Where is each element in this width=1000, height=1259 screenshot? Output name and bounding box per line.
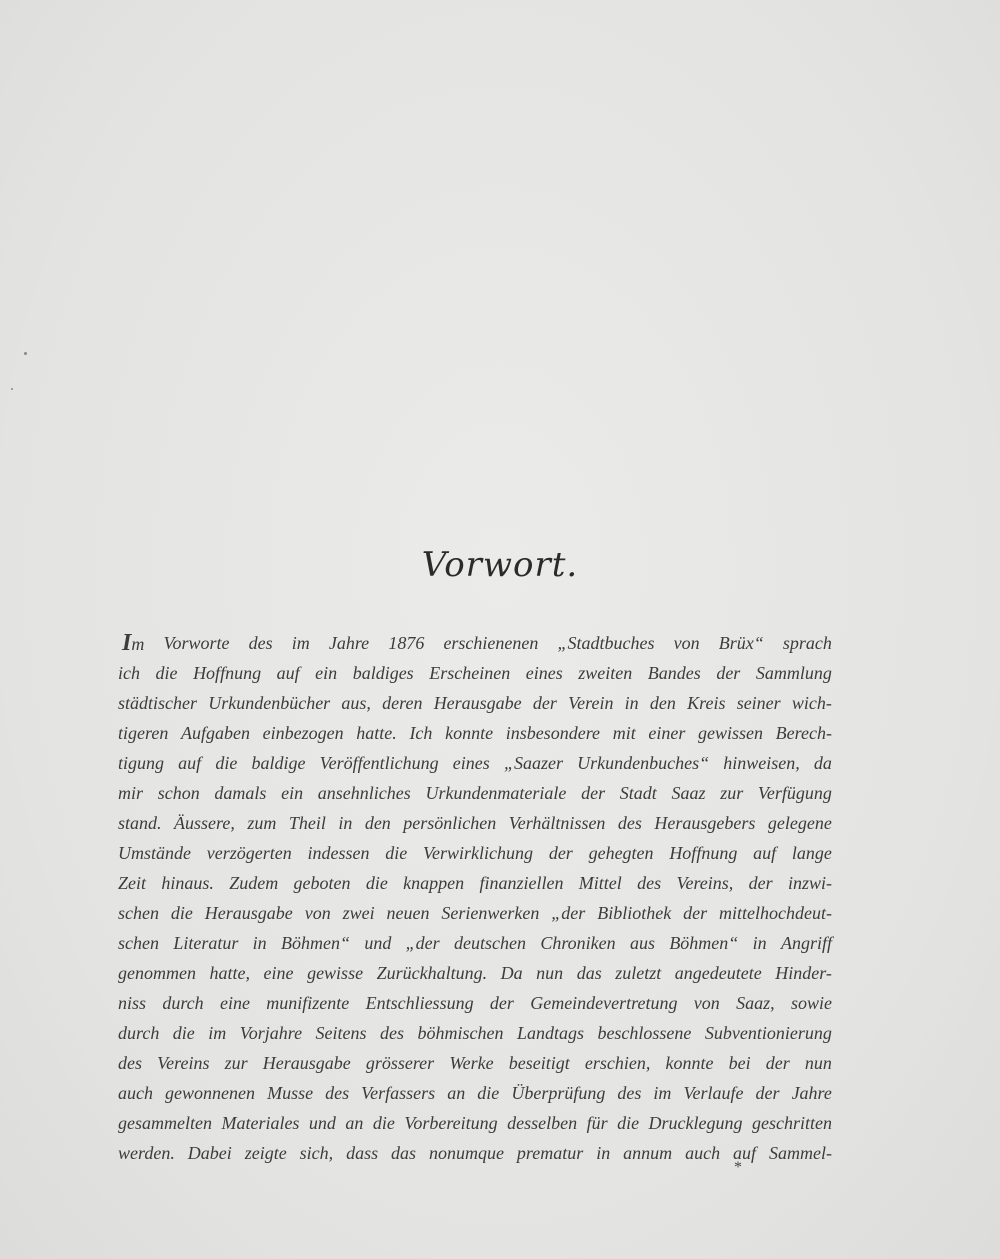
text-line: gesammelten Materiales und an die Vorbereitung desselben für die Drucklegung geschritten xyxy=(118,1113,832,1133)
text-line: Umstände verzögerten indessen die Verwirklichung der gehegten Hoffnung auf lange xyxy=(118,843,832,863)
text-line: stand. Äussere, zum Theil in den persönlichen Verhältnissen des Herausgebers gelegene xyxy=(118,813,832,833)
paper-speck xyxy=(24,352,27,355)
text-line: durch die im Vorjahre Seitens des böhmischen Landtags beschlossene Subventionierung xyxy=(118,1023,832,1043)
text-line: städtischer Urkundenbücher aus, deren Herausgabe der Verein in den Kreis seiner wich- xyxy=(118,693,832,713)
paper-speck xyxy=(11,388,13,390)
text-line: schen die Herausgabe von zwei neuen Serienwerken „der Bibliothek der mittelhochdeut- xyxy=(118,903,832,923)
text-line: tigeren Aufgaben einbezogen hatte. Ich konnte insbesondere mit einer gewissen Berech- xyxy=(118,723,832,743)
text-line: ich die Hoffnung auf ein baldiges Erscheinen eines zweiten Bandes der Sammlung xyxy=(118,663,832,683)
text-line: tigung auf die baldige Veröffentlichung eines „Saazer Urkundenbuches“ hinweisen, da xyxy=(118,753,832,773)
text-line: schen Literatur in Böhmen“ und „der deutschen Chroniken aus Böhmen“ in Angriff xyxy=(118,933,832,953)
text-line: Im Vorworte des im Jahre 1876 erschienenen „Stadtbuches von Brüx“ sprach xyxy=(122,630,832,656)
signature-mark: * xyxy=(734,1159,742,1176)
text-line: auch gewonnenen Musse des Verfassers an die Überprüfung des im Verlaufe der Jahre xyxy=(118,1083,832,1103)
text-line: niss durch eine munifizente Entschliessung der Gemeindevertretung von Saaz, sowie xyxy=(118,993,832,1013)
text-line: Zeit hinaus. Zudem geboten die knappen finanziellen Mittel des Vereins, der inzwi- xyxy=(118,873,832,893)
page-title: Vorwort. xyxy=(421,545,579,585)
text-line: des Vereins zur Herausgabe grösserer Werke beseitigt erschien, konnte bei der nun xyxy=(118,1053,832,1073)
text-line: mir schon damals ein ansehnliches Urkundenmateriale der Stadt Saaz zur Verfügung xyxy=(118,783,832,803)
text-line: werden. Dabei zeigte sich, dass das nonumque prematur in annum auch auf Sammel- xyxy=(118,1143,832,1163)
text-line: genommen hatte, eine gewisse Zurückhaltung. Da nun das zuletzt angedeutete Hinder- xyxy=(118,963,832,983)
body-paragraph xyxy=(118,628,832,1168)
